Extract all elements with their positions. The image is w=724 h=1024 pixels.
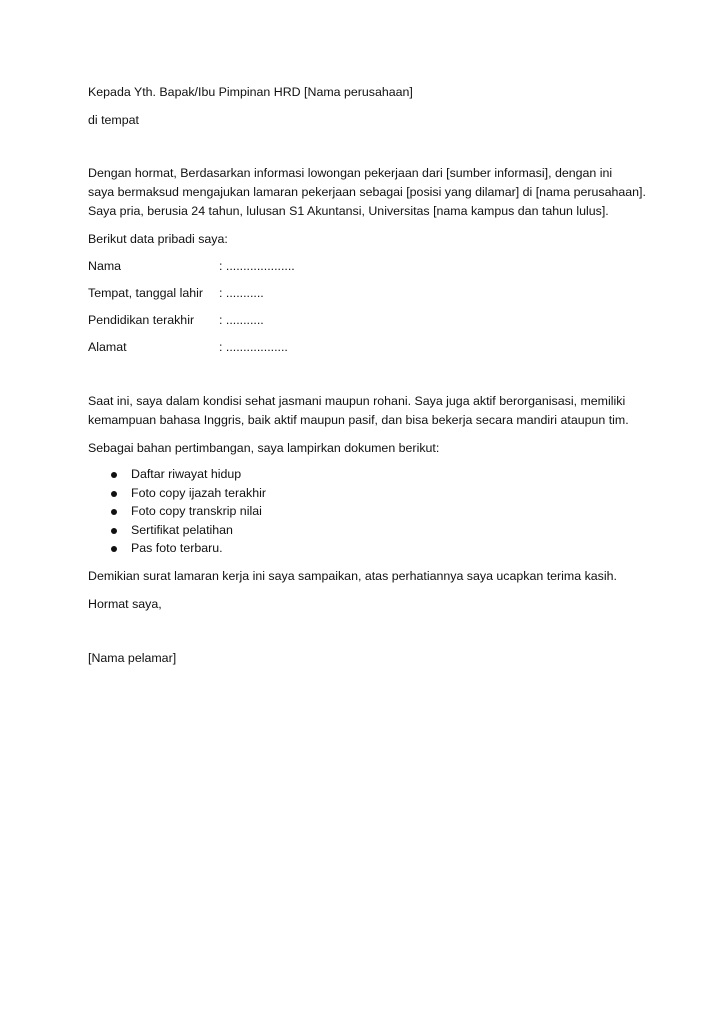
personal-data-label: Nama bbox=[88, 259, 122, 273]
personal-data-row bbox=[88, 338, 648, 357]
salutation-line: Hormat saya, bbox=[88, 596, 162, 611]
personal-data-row bbox=[88, 311, 648, 330]
bullet-icon bbox=[111, 546, 117, 552]
place-line: di tempat bbox=[88, 113, 139, 127]
attachment-label: Pas foto terbaru. bbox=[131, 541, 223, 556]
attachment-label: Foto copy ijazah terakhir bbox=[131, 485, 266, 500]
personal-data-label: Alamat bbox=[88, 340, 127, 354]
personal-data-row bbox=[88, 257, 648, 276]
attachment-label: Sertifikat pelatihan bbox=[131, 522, 233, 537]
attachments-list bbox=[88, 465, 648, 558]
intro-line: saya bermaksud mengajukan lamaran pekerjaan sebagai [posisi yang dilamar] di [nama perusahaan]. bbox=[88, 185, 646, 199]
list-item bbox=[88, 521, 648, 540]
recipient-line: Kepada Yth. Bapak/Ibu Pimpinan HRD [Nama perusahaan] bbox=[88, 85, 413, 99]
list-item bbox=[88, 502, 648, 521]
signature-line: [Nama pelamar] bbox=[88, 650, 177, 665]
attachment-label: Foto copy transkrip nilai bbox=[131, 504, 262, 519]
personal-data-value: : ........... bbox=[219, 313, 264, 327]
personal-data-table bbox=[88, 257, 648, 357]
personal-data-label: Pendidikan terakhir bbox=[88, 313, 195, 327]
condition-line: Saat ini, saya dalam kondisi sehat jasmani maupun rohani. Saya juga aktif berorganisasi, memiliki bbox=[88, 394, 626, 408]
list-item bbox=[88, 465, 648, 484]
attachments-heading: Sebagai bahan pertimbangan, saya lampirkan dokumen berikut: bbox=[88, 441, 440, 455]
intro-paragraph bbox=[88, 164, 648, 221]
personal-data-row bbox=[88, 284, 648, 303]
bullet-icon bbox=[111, 491, 117, 497]
personal-data-heading: Berikut data pribadi saya: bbox=[88, 232, 228, 246]
personal-data-label: Tempat, tanggal lahir bbox=[88, 286, 204, 300]
personal-data-value: : ........... bbox=[219, 286, 264, 300]
intro-line: Saya pria, berusia 24 tahun, lulusan S1 Akuntansi, Universitas [nama kampus dan tahun lulus]. bbox=[88, 204, 609, 218]
personal-data-value: : .................. bbox=[219, 340, 288, 354]
attachment-label: Daftar riwayat hidup bbox=[131, 467, 242, 481]
letter-body bbox=[88, 83, 648, 668]
bullet-icon bbox=[111, 528, 117, 534]
condition-paragraph bbox=[88, 392, 648, 430]
personal-data-value: : .................... bbox=[219, 259, 295, 273]
list-item bbox=[88, 539, 648, 558]
condition-line: kemampuan bahasa Inggris, baik aktif maupun pasif, dan bisa bekerja secara mandiri ataupun tim. bbox=[88, 413, 629, 427]
bullet-icon bbox=[111, 472, 117, 478]
closing-line: Demikian surat lamaran kerja ini saya sampaikan, atas perhatiannya saya ucapkan terima kasih. bbox=[88, 568, 617, 583]
intro-line: Dengan hormat, Berdasarkan informasi lowongan pekerjaan dari [sumber informasi], dengan ini bbox=[88, 166, 613, 180]
bullet-icon bbox=[111, 509, 117, 515]
list-item bbox=[88, 484, 648, 503]
